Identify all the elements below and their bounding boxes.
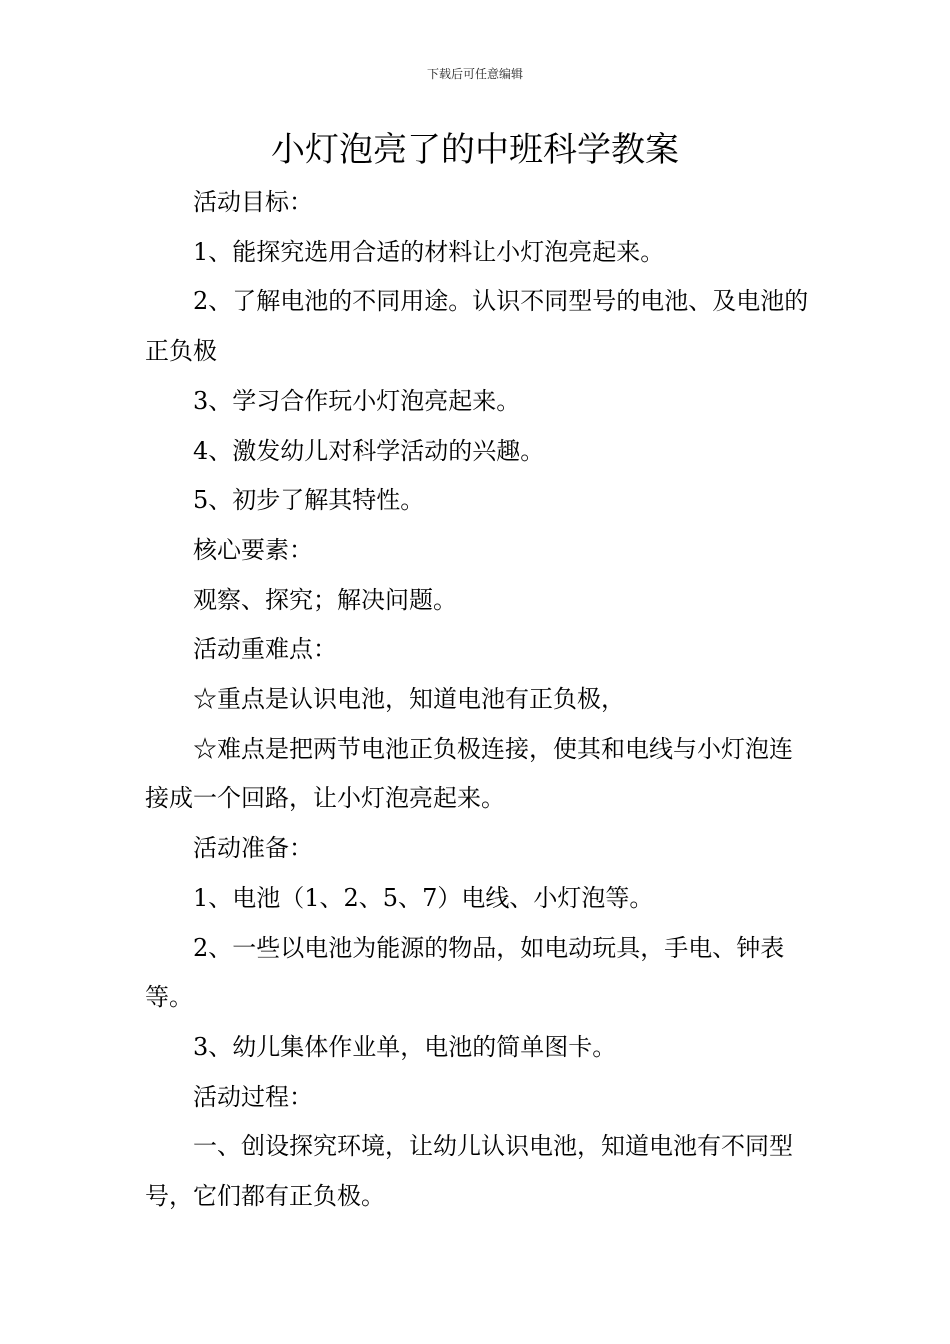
paragraph: 一、创设探究环境，让幼儿认识电池，知道电池有不同型号，它们都有正负极。 bbox=[145, 1132, 793, 1211]
paragraph: 1、能探究选用合适的材料让小灯泡亮起来。 bbox=[193, 237, 665, 266]
paragraph: 3、幼儿集体作业单，电池的简单图卡。 bbox=[193, 1032, 617, 1061]
paragraph: ☆难点是把两节电池正负极连接，使其和电线与小灯泡连接成一个回路，让小灯泡亮起来。 bbox=[145, 734, 793, 813]
paragraph-section-heading: 活动目标： bbox=[193, 188, 313, 216]
paragraph-section-heading: 活动准备： bbox=[193, 834, 313, 863]
paragraph-section-heading: 活动过程： bbox=[193, 1082, 313, 1111]
paragraph: 2、了解电池的不同用途。认识不同型号的电池、及电池的正负极 bbox=[145, 287, 809, 366]
document-body bbox=[145, 178, 810, 1222]
document-title: 小灯泡亮了的中班科学教案 bbox=[271, 130, 679, 170]
paragraph: 2、一些以电池为能源的物品，如电动玩具，手电、钟表等。 bbox=[145, 933, 785, 1012]
paragraph: 5、初步了解其特性。 bbox=[193, 486, 425, 515]
paragraph-section-heading: 活动重难点： bbox=[193, 635, 337, 664]
page-header-note: 下载后可任意编辑 bbox=[426, 67, 523, 81]
paragraph: 观察、探究；解决问题。 bbox=[193, 585, 457, 614]
paragraph: 1、电池（1、2、5、7）电线、小灯泡等。 bbox=[193, 883, 654, 912]
paragraph: 3、学习合作玩小灯泡亮起来。 bbox=[193, 386, 521, 415]
paragraph: 4、激发幼儿对科学活动的兴趣。 bbox=[193, 436, 545, 465]
paragraph: ☆重点是认识电池，知道电池有正负极， bbox=[193, 685, 625, 714]
paragraph-section-heading: 核心要素： bbox=[193, 535, 313, 564]
